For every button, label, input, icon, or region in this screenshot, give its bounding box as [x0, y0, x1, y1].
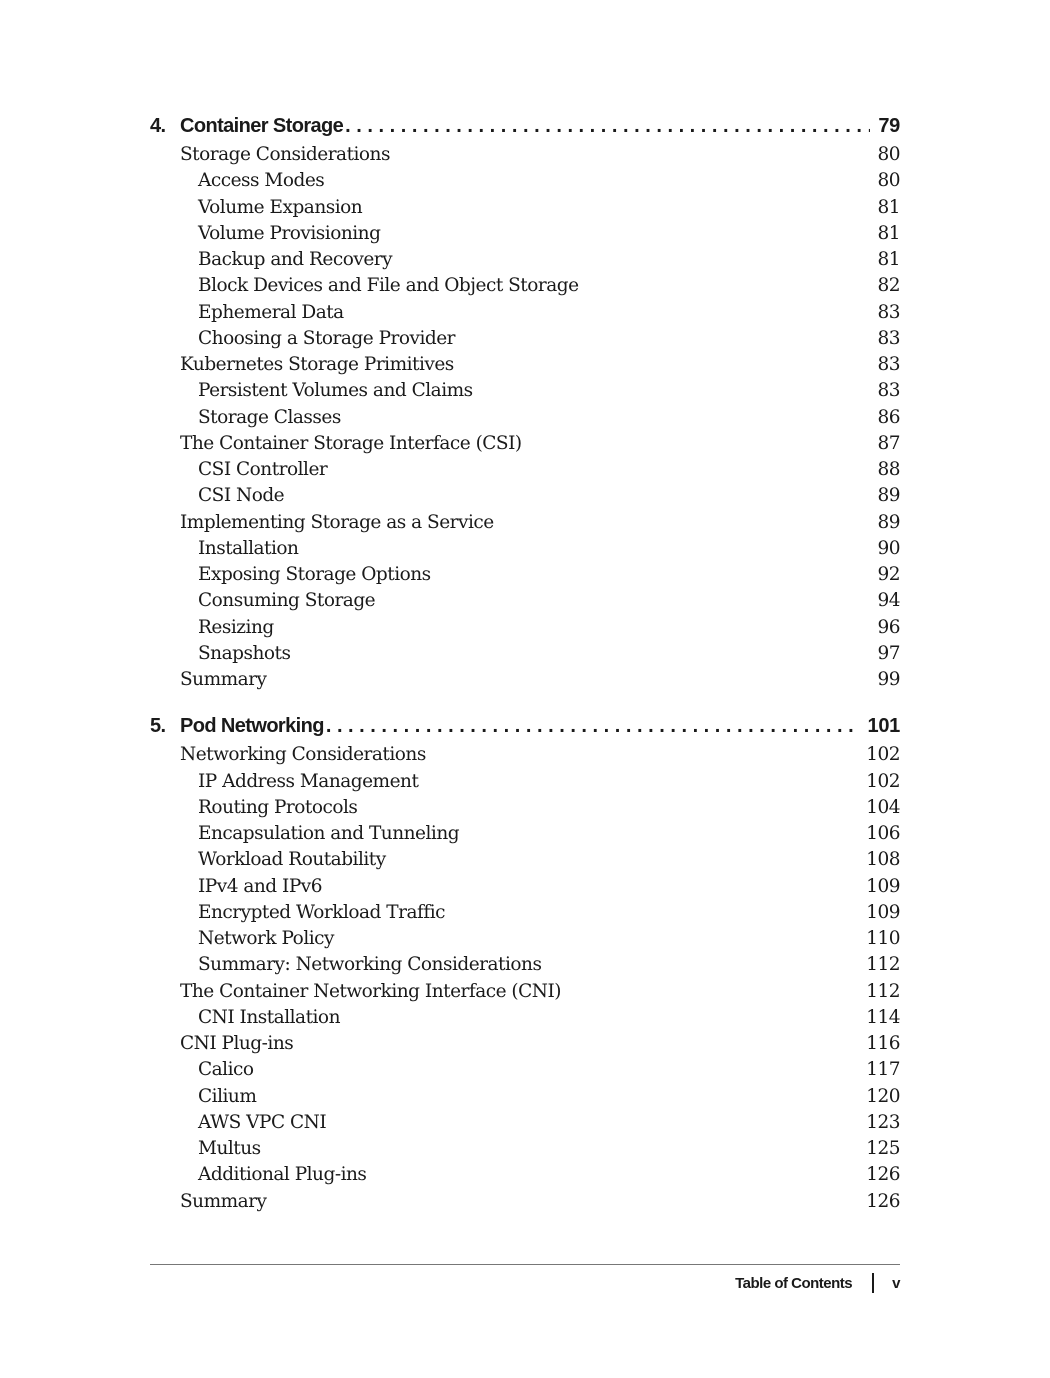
toc-entry-page: 116 — [866, 1033, 900, 1054]
toc-entry-title: Persistent Volumes and Claims — [198, 380, 473, 402]
toc-entry-page: 89 — [877, 485, 900, 507]
toc-subsection-entry[interactable] — [150, 1084, 900, 1110]
toc-entry-page: 109 — [866, 875, 900, 897]
toc-subsection-entry[interactable] — [150, 1110, 900, 1136]
toc-subsection-entry[interactable] — [150, 847, 900, 873]
toc-entry-title: Choosing a Storage Provider — [198, 327, 456, 349]
toc-entry-title: Access Modes — [198, 170, 325, 192]
toc-entry-title: Block Devices and File and Object Storage — [198, 275, 579, 297]
toc-entry-title: Volume Expansion — [198, 196, 363, 218]
toc-entry-title: Consuming Storage — [198, 590, 376, 612]
toc-section-entry[interactable] — [150, 667, 900, 693]
toc-entry-title: Summary — [180, 1190, 267, 1212]
chapter-section — [150, 710, 900, 1215]
toc-entry-title: Kubernetes Storage Primitives — [180, 354, 454, 375]
toc-entry-title: Storage Considerations — [180, 144, 390, 165]
toc-entry-title: CSI Controller — [198, 459, 328, 480]
toc-subsection-entry[interactable] — [150, 795, 900, 821]
toc-subsection-entry[interactable] — [150, 615, 900, 641]
toc-entry-page: 92 — [877, 564, 900, 585]
toc-entry-page: 97 — [877, 642, 900, 664]
toc-entry-title: Volume Provisioning — [198, 222, 381, 244]
toc-subsection-entry[interactable] — [150, 588, 900, 614]
footer-rule — [150, 1264, 900, 1265]
toc-entry-title: Implementing Storage as a Service — [180, 511, 494, 533]
toc-subsection-entry[interactable] — [150, 874, 900, 900]
toc-entry-title: IP Address Management — [198, 770, 419, 792]
toc-entry-title: The Container Storage Interface (CSI) — [180, 432, 522, 454]
toc-entry-title: Networking Considerations — [180, 744, 426, 766]
page-footer — [735, 1270, 900, 1296]
toc-entry-page: 82 — [877, 275, 900, 297]
dot-leader — [343, 110, 870, 142]
chapter-heading[interactable] — [150, 710, 900, 742]
toc-entry-title: Ephemeral Data — [198, 301, 344, 323]
toc-subsection-entry[interactable] — [150, 483, 900, 509]
toc-entry-title: CNI Installation — [198, 1006, 340, 1028]
toc-section-entry[interactable] — [150, 979, 900, 1005]
toc-entry-page: 81 — [877, 196, 900, 218]
toc-entry-page: 102 — [866, 744, 900, 766]
toc-subsection-entry[interactable] — [150, 1005, 900, 1031]
toc-entry-page: 109 — [866, 901, 900, 923]
dot-leader — [324, 710, 860, 742]
chapter-page-number: 101 — [867, 715, 900, 738]
toc-entry-page: 83 — [877, 301, 900, 323]
toc-entry-title: Routing Protocols — [198, 796, 358, 818]
toc-entry-title: Cilium — [198, 1085, 257, 1107]
toc-entry-title: Calico — [198, 1059, 254, 1081]
toc-subsection-entry[interactable] — [150, 641, 900, 667]
toc-section-entry[interactable] — [150, 352, 900, 378]
toc-entry-page: 90 — [877, 537, 900, 559]
toc-subsection-entry[interactable] — [150, 247, 900, 273]
chapter-title: Pod Networking — [180, 715, 324, 738]
toc-entry-page: 88 — [877, 459, 900, 480]
toc-subsection-entry[interactable] — [150, 457, 900, 483]
toc-entry-page: 126 — [866, 1164, 900, 1186]
toc-entry-page: 94 — [877, 590, 900, 612]
toc-entry-list — [150, 142, 900, 693]
toc-entry-page: 120 — [866, 1085, 900, 1107]
chapter-number: 5. — [150, 715, 166, 738]
toc-entry-title: CSI Node — [198, 485, 285, 507]
toc-entry-title: Additional Plug-ins — [198, 1164, 367, 1186]
toc-entry-title: Exposing Storage Options — [198, 564, 431, 585]
chapter-page-number: 79 — [878, 115, 900, 137]
toc-subsection-entry[interactable] — [150, 326, 900, 352]
toc-entry-title: Encrypted Workload Traffic — [198, 901, 445, 923]
toc-subsection-entry[interactable] — [150, 536, 900, 562]
toc-entry-title: Workload Routability — [198, 849, 386, 871]
footer-page-number: v — [892, 1274, 900, 1292]
chapter-number: 4. — [150, 115, 166, 137]
toc-entry-title: AWS VPC CNI — [198, 1111, 327, 1133]
toc-entry-page: 117 — [866, 1059, 900, 1081]
toc-entry-page: 102 — [866, 770, 900, 792]
toc-subsection-entry[interactable] — [150, 273, 900, 299]
toc-entry-list — [150, 742, 900, 1215]
toc-entry-title: Installation — [198, 537, 299, 559]
toc-entry-page: 108 — [866, 849, 900, 871]
toc-entry-page: 112 — [866, 954, 900, 976]
toc-subsection-entry[interactable] — [150, 405, 900, 431]
toc-entry-title: Encapsulation and Tunneling — [198, 823, 460, 844]
toc-entry-page: 99 — [877, 669, 900, 690]
toc-subsection-entry[interactable] — [150, 562, 900, 588]
toc-entry-title: Summary — [180, 669, 267, 690]
toc-entry-page: 83 — [877, 354, 900, 375]
toc-entry-page: 89 — [877, 511, 900, 533]
toc-entry-page: 114 — [866, 1006, 900, 1028]
toc-entry-page: 81 — [877, 222, 900, 244]
toc-subsection-entry[interactable] — [150, 195, 900, 221]
toc-entry-page: 81 — [877, 249, 900, 270]
chapter-title: Container Storage — [180, 115, 344, 137]
toc-entry-page: 110 — [866, 928, 900, 949]
toc-entry-title: Storage Classes — [198, 406, 341, 428]
footer-separator — [872, 1273, 874, 1293]
toc-subsection-entry[interactable] — [150, 1162, 900, 1188]
toc-entry-page: 112 — [866, 980, 900, 1002]
toc-section-entry[interactable] — [150, 142, 900, 168]
toc-entry-page: 125 — [866, 1138, 900, 1159]
toc-subsection-entry[interactable] — [150, 952, 900, 978]
toc-subsection-entry[interactable] — [150, 378, 900, 404]
toc-entry-title: Summary: Networking Considerations — [198, 954, 542, 976]
toc-subsection-entry[interactable] — [150, 900, 900, 926]
toc-subsection-entry[interactable] — [150, 221, 900, 247]
toc-entry-title: Snapshots — [198, 642, 291, 664]
toc-section-entry[interactable] — [150, 1189, 900, 1215]
toc-entry-page: 83 — [877, 327, 900, 349]
toc-entry-page: 80 — [877, 170, 900, 192]
toc-entry-title: Network Policy — [198, 928, 334, 949]
toc-entry-title: IPv4 and IPv6 — [198, 875, 323, 897]
toc-entry-page: 87 — [877, 432, 900, 454]
toc-entry-title: CNI Plug-ins — [180, 1033, 294, 1054]
toc-entry-page: 104 — [866, 796, 900, 818]
table-of-contents — [150, 110, 900, 1215]
toc-subsection-entry[interactable] — [150, 926, 900, 952]
toc-entry-page: 106 — [866, 823, 900, 844]
footer-section-title: Table of Contents — [735, 1274, 853, 1292]
chapter-section — [150, 110, 900, 693]
toc-subsection-entry[interactable] — [150, 1057, 900, 1083]
chapter-heading[interactable] — [150, 110, 900, 142]
toc-entry-title: Resizing — [198, 616, 274, 638]
toc-section-entry[interactable] — [150, 1031, 900, 1057]
toc-entry-title: Backup and Recovery — [198, 249, 393, 270]
toc-entry-page: 80 — [877, 144, 900, 165]
toc-section-entry[interactable] — [150, 742, 900, 768]
toc-subsection-entry[interactable] — [150, 1136, 900, 1162]
toc-entry-title: The Container Networking Interface (CNI) — [180, 980, 562, 1002]
toc-subsection-entry[interactable] — [150, 300, 900, 326]
toc-entry-page: 96 — [877, 616, 900, 638]
toc-entry-title: Multus — [198, 1138, 261, 1159]
toc-section-entry[interactable] — [150, 510, 900, 536]
toc-subsection-entry[interactable] — [150, 821, 900, 847]
toc-entry-page: 126 — [866, 1190, 900, 1212]
toc-entry-page: 86 — [877, 406, 900, 428]
toc-subsection-entry[interactable] — [150, 769, 900, 795]
toc-section-entry[interactable] — [150, 431, 900, 457]
toc-entry-page: 123 — [866, 1111, 900, 1133]
toc-entry-page: 83 — [877, 380, 900, 402]
toc-subsection-entry[interactable] — [150, 168, 900, 194]
